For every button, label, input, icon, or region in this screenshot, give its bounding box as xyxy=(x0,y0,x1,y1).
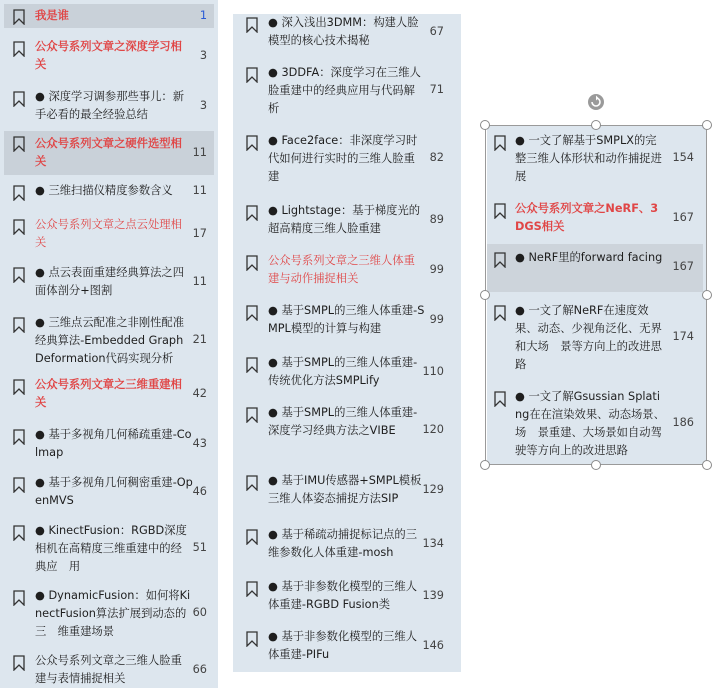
bookmark-page: 82 xyxy=(429,151,444,164)
bookmark-page: 46 xyxy=(192,485,207,498)
bookmark-page: 89 xyxy=(429,213,444,226)
bookmark-icon xyxy=(12,477,26,493)
resize-handle-bottom[interactable] xyxy=(591,460,601,470)
bookmark-page: 120 xyxy=(422,423,444,436)
bookmark-label: ● KinectFusion：RGBD深度相机在高精度三维重建中的经典应 用 xyxy=(35,524,187,573)
bookmark-icon xyxy=(245,17,259,33)
bookmark-item[interactable] xyxy=(237,470,457,510)
bookmark-item[interactable] xyxy=(4,424,214,464)
bookmark-icon xyxy=(493,203,507,219)
bookmark-label: ● 一文了解NeRF在速度效果、动态、少视角泛化、无界和大场 景等方向上的改进思路 xyxy=(515,304,662,371)
bookmark-item[interactable] xyxy=(4,180,214,204)
bookmark-page: 186 xyxy=(672,416,694,429)
bookmark-item[interactable] xyxy=(4,374,214,414)
bookmark-page: 134 xyxy=(422,537,444,550)
bookmark-item[interactable] xyxy=(237,250,457,290)
bookmark-label: ● 基于多视角几何稠密重建-OpenMVS xyxy=(35,476,193,507)
bookmark-item[interactable] xyxy=(4,472,214,512)
bookmark-label: ● 点云表面重建经典算法之四面体剖分+图割 xyxy=(35,266,185,297)
bookmark-label: ● 三维扫描仪精度参数含义 xyxy=(35,184,173,197)
bookmark-label: ● 深入浅出3DMM：构建人脸模型的核心技术揭秘 xyxy=(268,16,419,47)
bookmark-item[interactable] xyxy=(487,300,703,376)
bookmark-label: 公众号系列文章之硬件选型相关 xyxy=(35,137,182,168)
bookmark-page: 67 xyxy=(429,25,444,38)
bookmark-icon xyxy=(12,136,26,152)
bookmark-icon xyxy=(12,379,26,395)
bookmark-label: 公众号系列文章之三维人脸重建与表情捕捉相关 xyxy=(35,654,182,685)
bookmark-page: 139 xyxy=(422,589,444,602)
bookmark-icon xyxy=(245,357,259,373)
bookmark-icon xyxy=(12,219,26,235)
bookmark-icon xyxy=(493,135,507,151)
bookmark-icon xyxy=(12,267,26,283)
bookmark-label: ● 一文了解基于SMPLX的完整三维人体形状和动作捕捉进展 xyxy=(515,134,662,183)
bookmark-label: ● 基于多视角几何稀疏重建-Colmap xyxy=(35,428,192,459)
bookmark-page: 110 xyxy=(422,365,444,378)
bookmark-page: 99 xyxy=(429,313,444,326)
bookmark-label: ● Face2face：非深度学习时代如何进行实时的三维人脸重建 xyxy=(268,134,418,183)
resize-handle-right[interactable] xyxy=(702,290,712,300)
bookmark-page: 43 xyxy=(192,437,207,450)
bookmark-page: 167 xyxy=(672,211,694,224)
bookmark-page: 3 xyxy=(199,99,207,112)
bookmark-item[interactable] xyxy=(237,130,457,188)
bookmark-item[interactable] xyxy=(237,524,457,564)
bookmark-icon xyxy=(245,407,259,423)
bookmark-icon xyxy=(245,205,259,221)
bookmark-icon xyxy=(12,429,26,445)
bookmark-page: 146 xyxy=(422,639,444,652)
bookmark-item[interactable] xyxy=(4,262,214,302)
bookmark-item[interactable] xyxy=(4,650,214,688)
bookmarks-panel-right xyxy=(487,126,707,464)
bookmark-icon xyxy=(12,91,26,107)
bookmark-page: 71 xyxy=(429,83,444,96)
bookmark-page: 99 xyxy=(429,263,444,276)
bookmark-page: 174 xyxy=(672,330,694,343)
bookmark-item[interactable] xyxy=(4,4,214,28)
bookmark-label: ● 基于SMPL的三维人体重建-SMPL模型的计算与构建 xyxy=(268,304,425,335)
bookmark-label: ● 3DDFA：深度学习在三维人脸重建中的经典应用与代码解析 xyxy=(268,66,421,115)
bookmark-icon xyxy=(245,581,259,597)
bookmark-page: 167 xyxy=(672,260,694,273)
bookmark-icon xyxy=(12,525,26,541)
bookmark-item[interactable] xyxy=(487,198,703,238)
bookmark-icon xyxy=(493,252,507,268)
bookmark-icon xyxy=(12,185,26,201)
bookmark-label: 公众号系列文章之NeRF、3DGS相关 xyxy=(515,202,659,233)
rotate-handle-icon[interactable] xyxy=(587,93,605,111)
bookmark-icon xyxy=(12,590,26,606)
bookmark-icon xyxy=(12,655,26,671)
bookmark-item[interactable] xyxy=(487,244,703,292)
bookmark-item[interactable] xyxy=(487,130,703,188)
bookmark-item[interactable] xyxy=(237,300,457,340)
bookmark-page: 3 xyxy=(199,49,207,62)
bookmark-label: 公众号系列文章之三维重建相关 xyxy=(35,378,182,409)
resize-handle-bottom-right[interactable] xyxy=(702,460,712,470)
bookmark-icon xyxy=(245,529,259,545)
bookmark-page: 17 xyxy=(192,227,207,240)
bookmark-icon xyxy=(245,475,259,491)
bookmark-label: 公众号系列文章之点云处理相关 xyxy=(35,218,182,249)
bookmark-item[interactable] xyxy=(237,62,457,120)
bookmark-page: 42 xyxy=(192,387,207,400)
bookmark-icon xyxy=(493,391,507,407)
bookmarks-panel-left xyxy=(0,0,218,688)
bookmark-label: ● 三维点云配准之非刚性配准经典算法-Embedded Graph Deformation代码实现分析 xyxy=(35,316,185,365)
bookmark-label: ● 基于SMPL的三维人体重建-深度学习经典方法之VIBE xyxy=(268,406,418,437)
bookmark-item[interactable] xyxy=(237,576,457,616)
bookmark-icon xyxy=(245,67,259,83)
bookmark-icon xyxy=(245,255,259,271)
bookmark-page: 1 xyxy=(199,9,207,22)
bookmark-label: ● NeRF里的forward facing xyxy=(515,251,663,264)
resize-handle-top[interactable] xyxy=(591,120,601,130)
bookmark-item[interactable] xyxy=(237,352,457,392)
bookmark-icon xyxy=(12,9,26,25)
bookmark-item[interactable] xyxy=(4,36,214,76)
bookmark-page: 154 xyxy=(672,151,694,164)
bookmark-label: ● 基于SMPL的三维人体重建-传统优化方法SMPLify xyxy=(268,356,418,387)
resize-handle-top-left[interactable] xyxy=(480,120,490,130)
bookmark-item[interactable] xyxy=(4,520,214,578)
bookmark-icon xyxy=(12,41,26,57)
bookmark-item[interactable] xyxy=(237,402,457,460)
bookmark-page: 11 xyxy=(192,275,207,288)
bookmark-page: 51 xyxy=(192,541,207,554)
bookmark-item[interactable] xyxy=(4,214,214,254)
bookmark-label: ● 基于非参数化模型的三维人体重建-PIFu xyxy=(268,630,418,661)
bookmark-item[interactable] xyxy=(4,131,214,175)
bookmark-label: ● 基于稀疏动捕捉标记点的三维参数化人体重建-mosh xyxy=(268,528,418,559)
bookmark-label: ● DynamicFusion：如何将KinectFusion算法扩展到动态的三 维重建场景 xyxy=(35,589,191,638)
bookmark-label: 公众号系列文章之深度学习相关 xyxy=(35,40,182,71)
bookmark-item[interactable] xyxy=(237,200,457,240)
bookmark-label: ● 一文了解Gsussian Splating在在渲染效果、动态场景、场 景重建、大场景如自动驾驶等方向上的改进思路 xyxy=(515,390,665,457)
bookmark-label: ● 基于IMU传感器+SMPL模板三维人体姿态捕捉方法SIP xyxy=(268,474,422,505)
bookmark-item[interactable] xyxy=(487,386,703,462)
bookmark-page: 60 xyxy=(192,606,207,619)
bookmarks-panel-middle xyxy=(233,14,461,672)
resize-handle-top-right[interactable] xyxy=(702,120,712,130)
bookmark-label: 公众号系列文章之三维人体重建与动作捕捉相关 xyxy=(268,254,415,285)
bookmark-label: ● 基于非参数化模型的三维人体重建-RGBD Fusion类 xyxy=(268,580,418,611)
bookmark-label: ● Lightstage：基于梯度光的超高精度三维人脸重建 xyxy=(268,204,421,235)
bookmark-icon xyxy=(245,135,259,151)
bookmark-page: 129 xyxy=(422,483,444,496)
bookmark-label: 我是谁 xyxy=(35,9,69,22)
bookmark-page: 66 xyxy=(192,663,207,676)
bookmark-item[interactable] xyxy=(4,312,214,370)
bookmark-icon xyxy=(12,317,26,333)
bookmark-page: 11 xyxy=(192,146,207,159)
bookmark-page: 21 xyxy=(192,333,207,346)
resize-handle-left[interactable] xyxy=(480,290,490,300)
bookmark-item[interactable] xyxy=(237,14,457,52)
resize-handle-bottom-left[interactable] xyxy=(480,460,490,470)
bookmark-icon xyxy=(493,305,507,321)
bookmark-item[interactable] xyxy=(237,626,457,666)
bookmark-label: ● 深度学习调参那些事儿：新手必看的最全经验总结 xyxy=(35,90,185,121)
bookmark-page: 11 xyxy=(192,184,207,197)
bookmark-icon xyxy=(245,305,259,321)
bookmark-item[interactable] xyxy=(4,86,214,126)
bookmark-item[interactable] xyxy=(4,585,214,643)
bookmark-icon xyxy=(245,631,259,647)
